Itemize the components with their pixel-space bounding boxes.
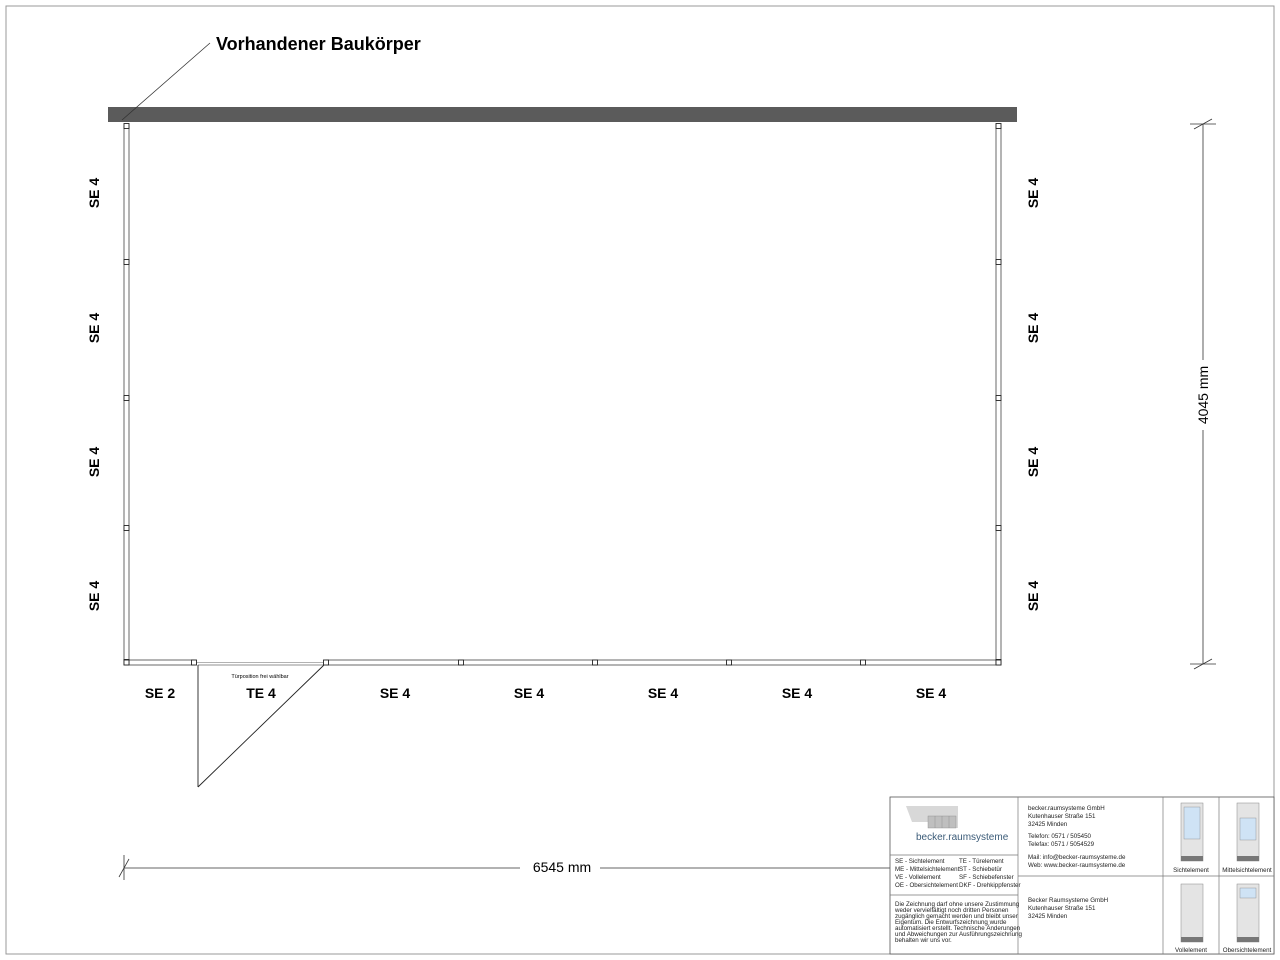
existing-building-bar — [108, 107, 1017, 122]
bottom-wall — [124, 660, 1001, 665]
joint-8 — [996, 526, 1001, 531]
disclaimer-line-2: weder vervielfältigt noch dritten Personen — [895, 907, 1009, 914]
joint-6 — [996, 396, 1001, 401]
door-swing — [198, 665, 324, 787]
joint-17 — [861, 660, 866, 665]
element-joints — [124, 124, 1001, 666]
element-label-mittelsicht: Mittelsichtelement — [1222, 867, 1272, 874]
company-web: Web: www.becker-raumsysteme.de — [1028, 862, 1126, 869]
joint-4 — [996, 260, 1001, 265]
door-position-note: Türposition frei wählbar — [231, 674, 289, 680]
legend-right-3: SF - Schiebefenster — [959, 874, 1014, 881]
joint-13 — [324, 660, 329, 665]
left-label-4: SE 4 — [86, 580, 102, 612]
bottom-label-3: SE 4 — [379, 685, 411, 701]
bottom-label-6: SE 4 — [781, 685, 813, 701]
depth-dimension-label: 4045 mm — [1195, 365, 1211, 425]
right-wall — [996, 126, 1001, 662]
element-label-obersicht: Obersichtelement — [1222, 947, 1272, 954]
building-label: Vorhandener Baukörper — [216, 34, 421, 54]
bottom-label-4: SE 4 — [513, 685, 545, 701]
joint-5 — [124, 396, 129, 401]
company-phone: Telefon: 0571 / 505450 — [1028, 833, 1091, 840]
joint-7 — [124, 526, 129, 531]
right-label-4: SE 4 — [1025, 580, 1041, 612]
left-labels — [86, 178, 102, 612]
logo-text: becker.raumsysteme — [916, 832, 1009, 843]
joint-18 — [996, 660, 1001, 665]
right-label-2: SE 4 — [1025, 312, 1041, 344]
company-fax: Telefax: 0571 / 5054529 — [1028, 841, 1095, 848]
width-dimension-label: 6545 mm — [532, 859, 592, 875]
element-label-voll: Vollelement — [1175, 947, 1207, 954]
title-block — [890, 797, 1274, 954]
legend-left-1: SE - Sichtelement — [895, 858, 945, 865]
joint-16 — [727, 660, 732, 665]
joint-1 — [124, 124, 129, 129]
bottom-label-2: TE 4 — [246, 685, 276, 701]
left-wall — [124, 126, 129, 662]
company-city: 32425 Minden — [1028, 821, 1068, 828]
right-labels — [1025, 178, 1041, 612]
customer-city: 32425 Minden — [1028, 913, 1068, 920]
disclaimer-line-3: zugänglich gemacht werden und bleibt unser — [895, 913, 1018, 920]
disclaimer — [894, 901, 1022, 944]
left-label-3: SE 4 — [86, 446, 102, 478]
element-label-sicht: Sichtelement — [1173, 867, 1209, 874]
joint-15 — [593, 660, 598, 665]
joint-14 — [459, 660, 464, 665]
customer-name: Becker Raumsysteme GmbH — [1028, 897, 1109, 904]
right-label-3: SE 4 — [1025, 446, 1041, 478]
right-label-1: SE 4 — [1025, 177, 1041, 209]
bottom-label-5: SE 4 — [647, 685, 679, 701]
joint-12 — [192, 660, 197, 665]
company-street: Kutenhauser Straße 151 — [1028, 813, 1096, 820]
joint-2 — [996, 124, 1001, 129]
legend-right-1: TE - Türelement — [959, 858, 1004, 865]
customer-street: Kutenhauser Straße 151 — [1028, 905, 1096, 912]
disclaimer-line-5: automatisiert erstellt. Technische Änderungen — [895, 925, 1021, 932]
disclaimer-line-7: behalten wir uns vor. — [895, 937, 952, 944]
legend-right-4: DKF - Drehkippfenster — [959, 882, 1021, 889]
joint-11 — [124, 660, 129, 665]
legend-right-2: ST - Schiebetür — [959, 866, 1002, 873]
company-mail: Mail: info@becker-raumsysteme.de — [1028, 854, 1126, 861]
disclaimer-line-1: Die Zeichnung darf ohne unsere Zustimmung — [895, 901, 1020, 908]
bottom-label-7: SE 4 — [915, 685, 947, 701]
bottom-labels — [145, 685, 947, 701]
legend-left-2: ME - Mittelsichtelement — [895, 866, 960, 873]
disclaimer-line-6: und Abweichungen zur Ausführungszeichnung — [895, 931, 1022, 938]
bottom-label-1: SE 2 — [144, 685, 176, 701]
company-name: becker.raumsysteme GmbH — [1028, 805, 1105, 812]
left-label-2: SE 4 — [86, 312, 102, 344]
joint-3 — [124, 260, 129, 265]
left-label-1: SE 4 — [86, 177, 102, 209]
legend-left-3: VE - Vollelement — [895, 874, 941, 881]
legend-left-4: OE - Obersichtelement — [895, 882, 958, 889]
disclaimer-line-4: Eigentum. Die Entwurfszeichnung wurde — [895, 919, 1007, 926]
